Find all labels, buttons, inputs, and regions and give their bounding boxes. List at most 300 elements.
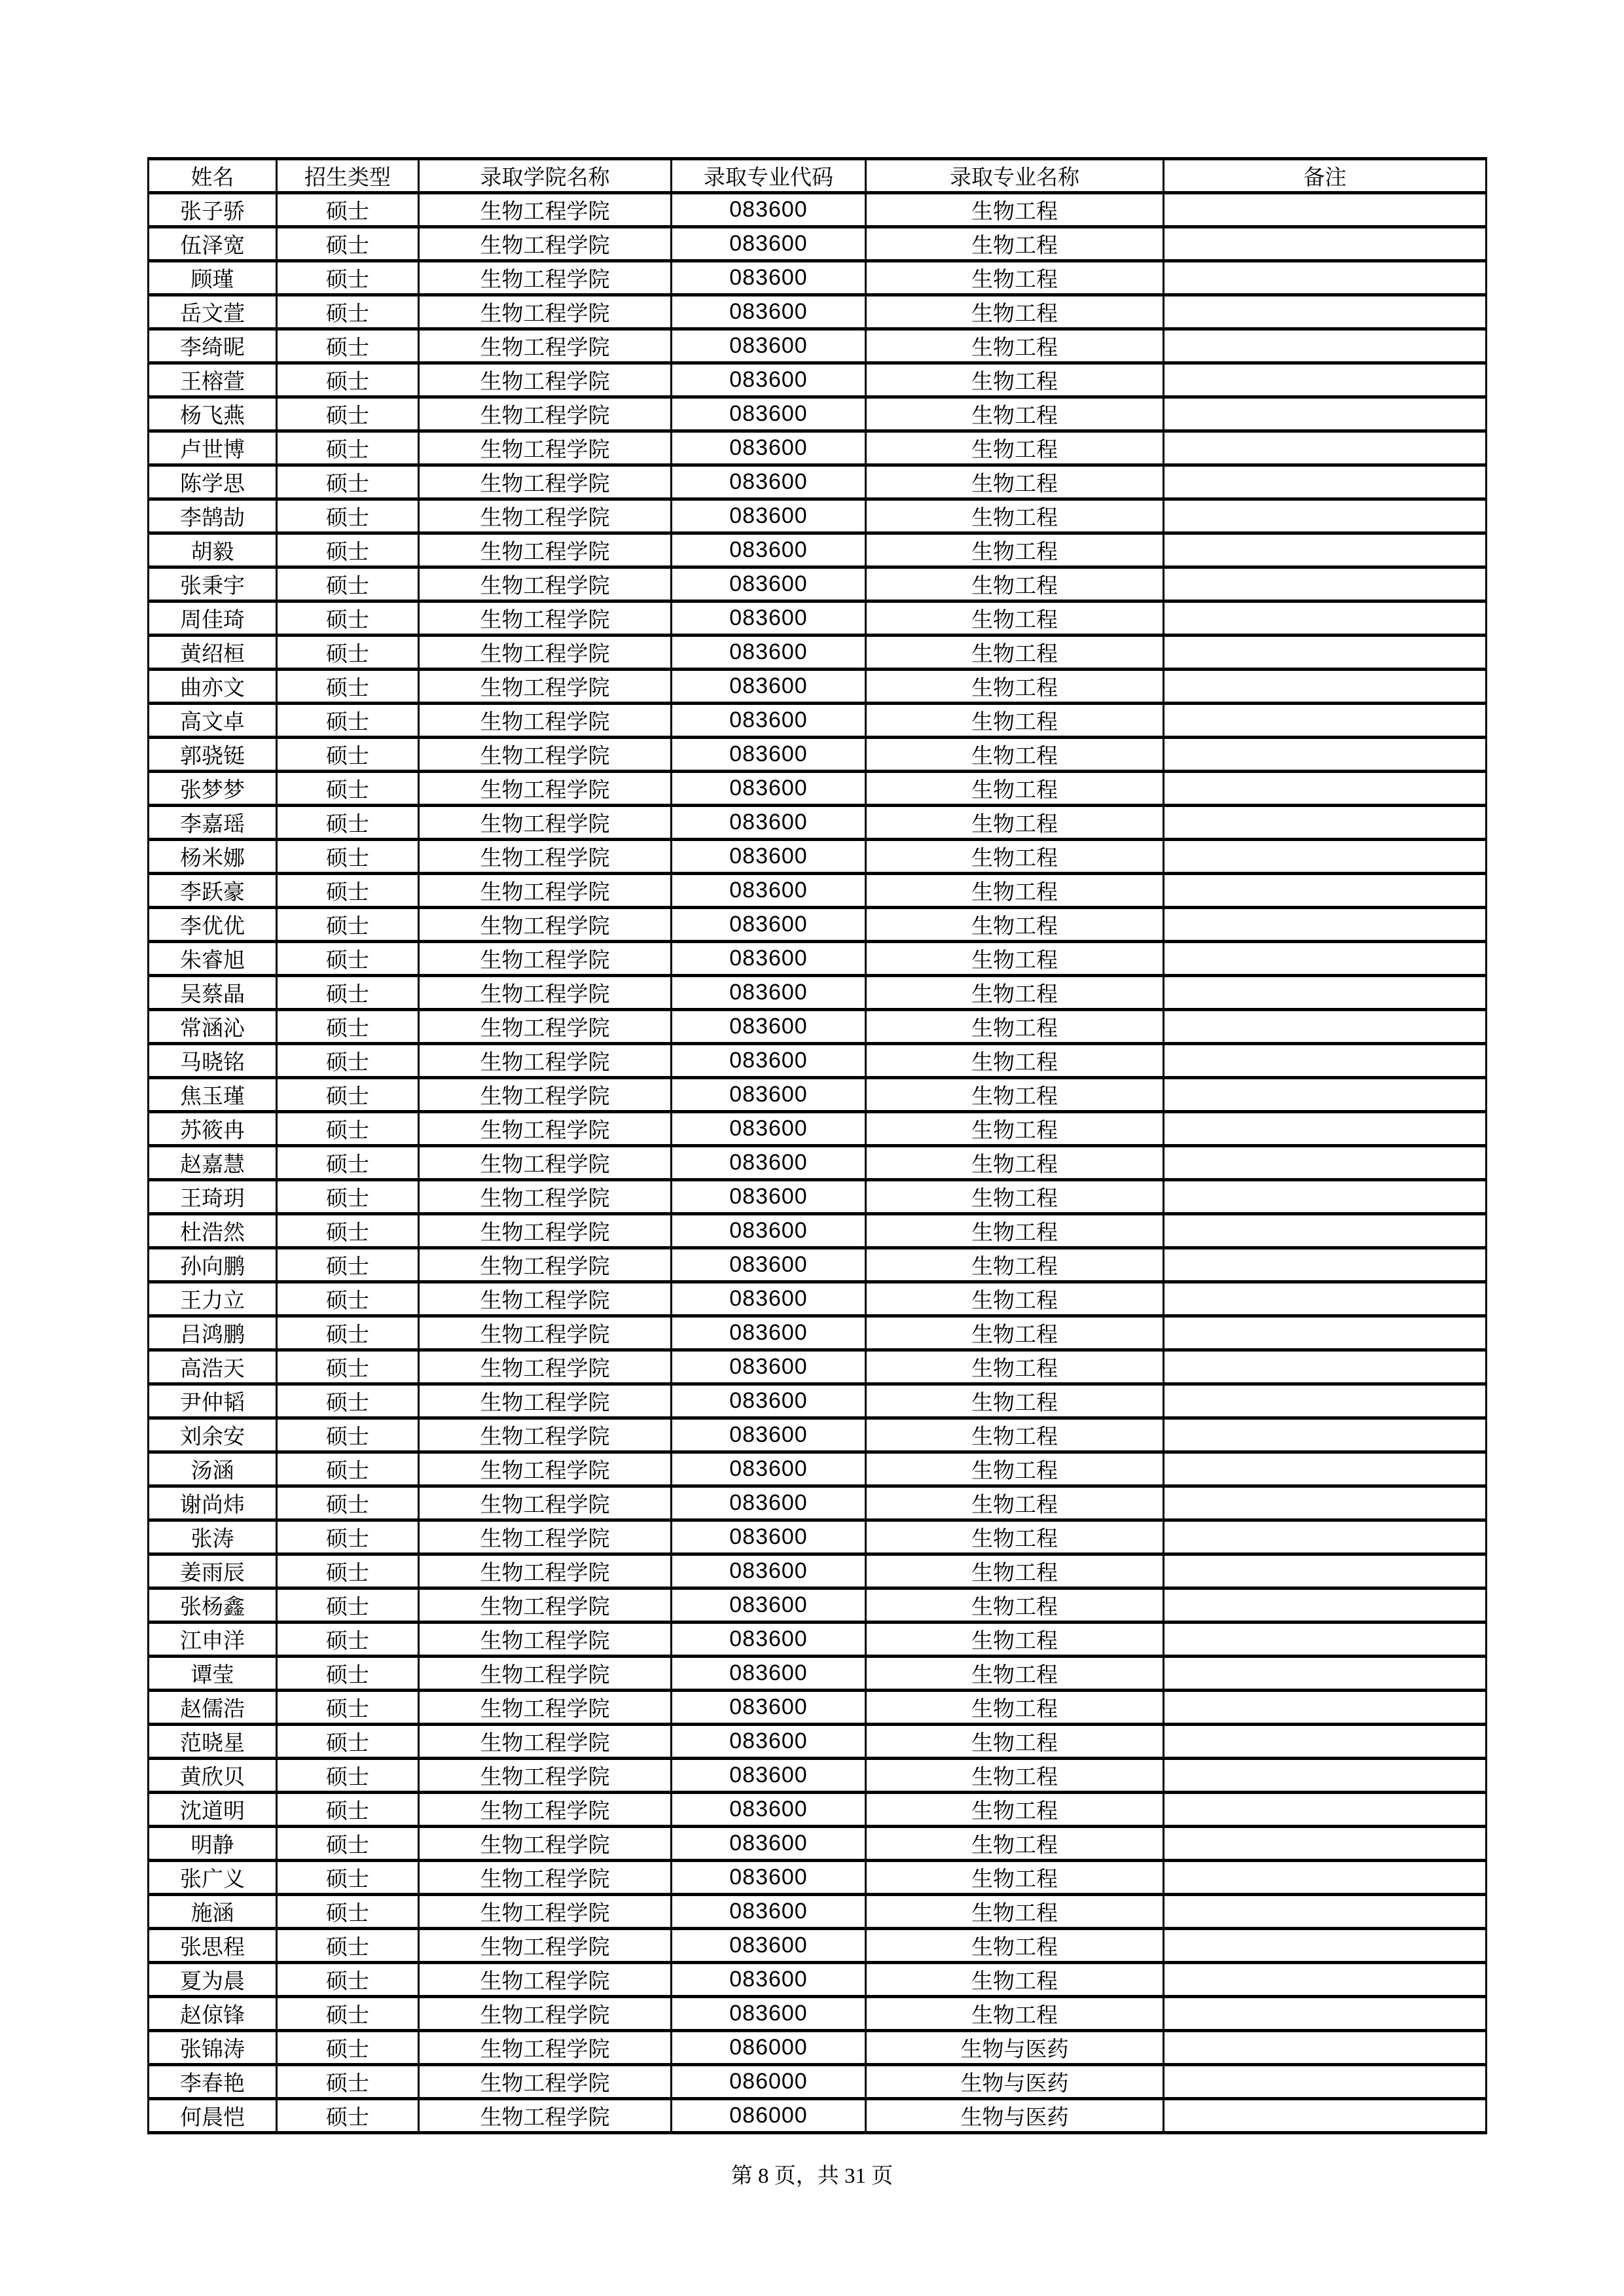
table-row xyxy=(149,329,1487,363)
table-row xyxy=(149,1180,1487,1214)
cell-major-code: 083600 xyxy=(672,806,866,840)
cell-remark xyxy=(1164,1793,1487,1827)
table-row xyxy=(149,670,1487,704)
cell-remark xyxy=(1164,1725,1487,1759)
cell-admission-type: 硕士 xyxy=(277,227,419,261)
cell-major-code: 086000 xyxy=(672,2065,866,2099)
cell-major-code: 083600 xyxy=(672,840,866,874)
cell-name: 高文卓 xyxy=(149,704,277,738)
cell-college: 生物工程学院 xyxy=(419,431,672,465)
cell-major-code: 083600 xyxy=(672,1248,866,1282)
cell-admission-type: 硕士 xyxy=(277,1691,419,1725)
cell-college: 生物工程学院 xyxy=(419,1963,672,1997)
cell-major-name: 生物工程 xyxy=(866,465,1164,499)
cell-major-name: 生物工程 xyxy=(866,1793,1164,1827)
table-header-row xyxy=(149,159,1487,193)
cell-college: 生物工程学院 xyxy=(419,1588,672,1623)
cell-major-code: 083600 xyxy=(672,1316,866,1350)
cell-admission-type: 硕士 xyxy=(277,1793,419,1827)
cell-major-code: 083600 xyxy=(672,772,866,806)
cell-name: 张梦梦 xyxy=(149,772,277,806)
cell-admission-type: 硕士 xyxy=(277,1452,419,1486)
cell-major-code: 083600 xyxy=(672,1554,866,1588)
table-row xyxy=(149,1997,1487,2031)
cell-admission-type: 硕士 xyxy=(277,1725,419,1759)
cell-remark xyxy=(1164,772,1487,806)
cell-college: 生物工程学院 xyxy=(419,1827,672,1861)
table-row xyxy=(149,567,1487,601)
cell-name: 孙向鹏 xyxy=(149,1248,277,1282)
cell-name: 李优优 xyxy=(149,908,277,942)
cell-college: 生物工程学院 xyxy=(419,2031,672,2065)
cell-admission-type: 硕士 xyxy=(277,1146,419,1180)
cell-major-name: 生物工程 xyxy=(866,1623,1164,1657)
cell-remark xyxy=(1164,1384,1487,1418)
cell-major-code: 083600 xyxy=(672,1793,866,1827)
table-row xyxy=(149,363,1487,397)
table-body xyxy=(149,193,1487,2133)
cell-major-name: 生物工程 xyxy=(866,1895,1164,1929)
cell-remark xyxy=(1164,363,1487,397)
cell-remark xyxy=(1164,976,1487,1010)
cell-name: 施涵 xyxy=(149,1895,277,1929)
cell-remark xyxy=(1164,1657,1487,1691)
cell-name: 高浩天 xyxy=(149,1350,277,1384)
table-row xyxy=(149,431,1487,465)
cell-name: 卢世博 xyxy=(149,431,277,465)
cell-major-code: 083600 xyxy=(672,1486,866,1520)
table-row xyxy=(149,1793,1487,1827)
cell-name: 张思程 xyxy=(149,1929,277,1963)
cell-college: 生物工程学院 xyxy=(419,261,672,295)
cell-major-code: 083600 xyxy=(672,1895,866,1929)
cell-major-name: 生物工程 xyxy=(866,1929,1164,1963)
cell-name: 杜浩然 xyxy=(149,1214,277,1248)
cell-name: 陈学思 xyxy=(149,465,277,499)
cell-college: 生物工程学院 xyxy=(419,1520,672,1554)
table-row xyxy=(149,1282,1487,1316)
cell-major-code: 083600 xyxy=(672,1657,866,1691)
cell-college: 生物工程学院 xyxy=(419,1078,672,1112)
cell-major-name: 生物工程 xyxy=(866,1963,1164,1997)
cell-major-code: 083600 xyxy=(672,397,866,431)
cell-remark xyxy=(1164,601,1487,636)
cell-name: 江申洋 xyxy=(149,1623,277,1657)
cell-college: 生物工程学院 xyxy=(419,636,672,670)
cell-major-code: 083600 xyxy=(672,1452,866,1486)
cell-college: 生物工程学院 xyxy=(419,1759,672,1793)
cell-major-code: 083600 xyxy=(672,942,866,976)
cell-remark xyxy=(1164,1623,1487,1657)
cell-admission-type: 硕士 xyxy=(277,1861,419,1895)
cell-remark xyxy=(1164,431,1487,465)
table-row xyxy=(149,840,1487,874)
header-major-name: 录取专业名称 xyxy=(866,159,1164,193)
cell-major-name: 生物工程 xyxy=(866,874,1164,908)
cell-college: 生物工程学院 xyxy=(419,1112,672,1146)
cell-college: 生物工程学院 xyxy=(419,1997,672,2031)
cell-major-name: 生物工程 xyxy=(866,227,1164,261)
cell-admission-type: 硕士 xyxy=(277,670,419,704)
cell-name: 周佳琦 xyxy=(149,601,277,636)
cell-name: 尹仲韬 xyxy=(149,1384,277,1418)
cell-remark xyxy=(1164,704,1487,738)
header-name: 姓名 xyxy=(149,159,277,193)
table-row xyxy=(149,908,1487,942)
cell-admission-type: 硕士 xyxy=(277,1963,419,1997)
cell-major-name: 生物工程 xyxy=(866,1384,1164,1418)
cell-remark xyxy=(1164,1895,1487,1929)
cell-remark xyxy=(1164,1588,1487,1623)
cell-major-code: 083600 xyxy=(672,227,866,261)
cell-college: 生物工程学院 xyxy=(419,1861,672,1895)
cell-major-name: 生物工程 xyxy=(866,567,1164,601)
cell-admission-type: 硕士 xyxy=(277,636,419,670)
cell-major-code: 083600 xyxy=(672,1725,866,1759)
table-row xyxy=(149,1929,1487,1963)
cell-major-code: 086000 xyxy=(672,2031,866,2065)
table-row xyxy=(149,1759,1487,1793)
cell-college: 生物工程学院 xyxy=(419,1146,672,1180)
table-row xyxy=(149,2065,1487,2099)
cell-admission-type: 硕士 xyxy=(277,1044,419,1078)
cell-major-code: 083600 xyxy=(672,1861,866,1895)
cell-name: 夏为晨 xyxy=(149,1963,277,1997)
cell-admission-type: 硕士 xyxy=(277,1418,419,1452)
cell-admission-type: 硕士 xyxy=(277,1554,419,1588)
cell-name: 张涛 xyxy=(149,1520,277,1554)
cell-name: 李春艳 xyxy=(149,2065,277,2099)
cell-remark xyxy=(1164,1520,1487,1554)
cell-remark xyxy=(1164,1486,1487,1520)
cell-college: 生物工程学院 xyxy=(419,908,672,942)
cell-admission-type: 硕士 xyxy=(277,329,419,363)
cell-name: 谢尚炜 xyxy=(149,1486,277,1520)
table-row xyxy=(149,772,1487,806)
cell-major-name: 生物工程 xyxy=(866,1725,1164,1759)
cell-remark xyxy=(1164,227,1487,261)
header-major-code: 录取专业代码 xyxy=(672,159,866,193)
cell-major-code: 083600 xyxy=(672,1691,866,1725)
cell-admission-type: 硕士 xyxy=(277,397,419,431)
table-row xyxy=(149,2099,1487,2133)
cell-major-name: 生物工程 xyxy=(866,329,1164,363)
cell-admission-type: 硕士 xyxy=(277,1010,419,1044)
admission-table xyxy=(147,157,1487,2134)
cell-college: 生物工程学院 xyxy=(419,1657,672,1691)
table-row xyxy=(149,1316,1487,1350)
cell-college: 生物工程学院 xyxy=(419,942,672,976)
table-row xyxy=(149,636,1487,670)
cell-name: 张子骄 xyxy=(149,193,277,227)
table-row xyxy=(149,533,1487,567)
cell-remark xyxy=(1164,2099,1487,2133)
cell-college: 生物工程学院 xyxy=(419,1452,672,1486)
cell-name: 沈道明 xyxy=(149,1793,277,1827)
table-row xyxy=(149,1657,1487,1691)
cell-college: 生物工程学院 xyxy=(419,1214,672,1248)
cell-major-code: 083600 xyxy=(672,193,866,227)
cell-major-name: 生物工程 xyxy=(866,1997,1164,2031)
cell-major-name: 生物工程 xyxy=(866,1078,1164,1112)
cell-admission-type: 硕士 xyxy=(277,1078,419,1112)
cell-name: 顾瑾 xyxy=(149,261,277,295)
cell-major-code: 083600 xyxy=(672,295,866,329)
cell-remark xyxy=(1164,567,1487,601)
cell-name: 杨飞燕 xyxy=(149,397,277,431)
cell-name: 范晓星 xyxy=(149,1725,277,1759)
cell-remark xyxy=(1164,874,1487,908)
cell-name: 王琦玥 xyxy=(149,1180,277,1214)
cell-admission-type: 硕士 xyxy=(277,499,419,533)
cell-remark xyxy=(1164,806,1487,840)
cell-admission-type: 硕士 xyxy=(277,1623,419,1657)
table-row xyxy=(149,1146,1487,1180)
cell-major-name: 生物与医药 xyxy=(866,2065,1164,2099)
cell-major-name: 生物工程 xyxy=(866,1214,1164,1248)
table-row xyxy=(149,806,1487,840)
header-admission-type: 招生类型 xyxy=(277,159,419,193)
cell-major-name: 生物工程 xyxy=(866,295,1164,329)
cell-college: 生物工程学院 xyxy=(419,499,672,533)
cell-name: 胡毅 xyxy=(149,533,277,567)
cell-major-code: 083600 xyxy=(672,1623,866,1657)
cell-remark xyxy=(1164,1248,1487,1282)
cell-remark xyxy=(1164,840,1487,874)
cell-name: 焦玉瑾 xyxy=(149,1078,277,1112)
cell-college: 生物工程学院 xyxy=(419,670,672,704)
cell-major-name: 生物工程 xyxy=(866,1248,1164,1282)
cell-major-name: 生物工程 xyxy=(866,772,1164,806)
cell-admission-type: 硕士 xyxy=(277,363,419,397)
cell-major-code: 083600 xyxy=(672,1997,866,2031)
cell-admission-type: 硕士 xyxy=(277,2031,419,2065)
cell-major-code: 083600 xyxy=(672,601,866,636)
cell-major-name: 生物工程 xyxy=(866,1486,1164,1520)
cell-college: 生物工程学院 xyxy=(419,1725,672,1759)
cell-major-code: 083600 xyxy=(672,1214,866,1248)
cell-college: 生物工程学院 xyxy=(419,1623,672,1657)
cell-major-name: 生物工程 xyxy=(866,1112,1164,1146)
cell-remark xyxy=(1164,1691,1487,1725)
cell-remark xyxy=(1164,1044,1487,1078)
cell-admission-type: 硕士 xyxy=(277,1588,419,1623)
cell-college: 生物工程学院 xyxy=(419,1929,672,1963)
cell-college: 生物工程学院 xyxy=(419,1044,672,1078)
table-row xyxy=(149,942,1487,976)
cell-major-code: 083600 xyxy=(672,465,866,499)
cell-major-name: 生物工程 xyxy=(866,397,1164,431)
cell-college: 生物工程学院 xyxy=(419,738,672,772)
cell-admission-type: 硕士 xyxy=(277,1384,419,1418)
cell-admission-type: 硕士 xyxy=(277,1997,419,2031)
table-row xyxy=(149,295,1487,329)
cell-major-code: 083600 xyxy=(672,636,866,670)
cell-remark xyxy=(1164,1078,1487,1112)
cell-name: 姜雨辰 xyxy=(149,1554,277,1588)
cell-major-name: 生物与医药 xyxy=(866,2031,1164,2065)
cell-major-code: 083600 xyxy=(672,1963,866,1997)
cell-major-code: 083600 xyxy=(672,329,866,363)
cell-remark xyxy=(1164,1759,1487,1793)
cell-major-name: 生物工程 xyxy=(866,261,1164,295)
table-row xyxy=(149,1078,1487,1112)
cell-remark xyxy=(1164,1963,1487,1997)
cell-admission-type: 硕士 xyxy=(277,1180,419,1214)
cell-remark xyxy=(1164,1350,1487,1384)
cell-college: 生物工程学院 xyxy=(419,1180,672,1214)
cell-name: 张锦涛 xyxy=(149,2031,277,2065)
cell-name: 马晓铭 xyxy=(149,1044,277,1078)
cell-major-name: 生物工程 xyxy=(866,976,1164,1010)
cell-name: 李绮昵 xyxy=(149,329,277,363)
table-row xyxy=(149,2031,1487,2065)
page-footer: 第 8 页，共 31 页 xyxy=(731,2164,893,2188)
cell-college: 生物工程学院 xyxy=(419,1010,672,1044)
cell-remark xyxy=(1164,193,1487,227)
cell-major-name: 生物工程 xyxy=(866,499,1164,533)
cell-admission-type: 硕士 xyxy=(277,1486,419,1520)
cell-major-code: 083600 xyxy=(672,1112,866,1146)
cell-college: 生物工程学院 xyxy=(419,874,672,908)
cell-remark xyxy=(1164,261,1487,295)
cell-remark xyxy=(1164,738,1487,772)
cell-admission-type: 硕士 xyxy=(277,976,419,1010)
cell-major-code: 083600 xyxy=(672,1078,866,1112)
cell-name: 李跃豪 xyxy=(149,874,277,908)
cell-major-name: 生物工程 xyxy=(866,908,1164,942)
cell-major-name: 生物工程 xyxy=(866,1588,1164,1623)
cell-remark xyxy=(1164,1861,1487,1895)
cell-major-name: 生物工程 xyxy=(866,1316,1164,1350)
cell-major-code: 083600 xyxy=(672,704,866,738)
table-row xyxy=(149,704,1487,738)
cell-college: 生物工程学院 xyxy=(419,1282,672,1316)
cell-major-name: 生物工程 xyxy=(866,1146,1164,1180)
cell-admission-type: 硕士 xyxy=(277,840,419,874)
cell-admission-type: 硕士 xyxy=(277,533,419,567)
table-row xyxy=(149,1588,1487,1623)
cell-admission-type: 硕士 xyxy=(277,874,419,908)
cell-major-code: 083600 xyxy=(672,1010,866,1044)
cell-college: 生物工程学院 xyxy=(419,1316,672,1350)
cell-major-name: 生物与医药 xyxy=(866,2099,1164,2133)
cell-major-name: 生物工程 xyxy=(866,533,1164,567)
cell-admission-type: 硕士 xyxy=(277,261,419,295)
cell-major-code: 083600 xyxy=(672,1350,866,1384)
cell-remark xyxy=(1164,295,1487,329)
cell-major-name: 生物工程 xyxy=(866,1657,1164,1691)
cell-admission-type: 硕士 xyxy=(277,601,419,636)
table-row xyxy=(149,1623,1487,1657)
cell-admission-type: 硕士 xyxy=(277,806,419,840)
cell-remark xyxy=(1164,1452,1487,1486)
cell-remark xyxy=(1164,397,1487,431)
cell-admission-type: 硕士 xyxy=(277,738,419,772)
cell-name: 吕鸿鹏 xyxy=(149,1316,277,1350)
cell-name: 何晨恺 xyxy=(149,2099,277,2133)
cell-major-name: 生物工程 xyxy=(866,1827,1164,1861)
cell-major-name: 生物工程 xyxy=(866,670,1164,704)
table-row xyxy=(149,465,1487,499)
cell-name: 郭骁铤 xyxy=(149,738,277,772)
cell-remark xyxy=(1164,670,1487,704)
cell-college: 生物工程学院 xyxy=(419,295,672,329)
cell-major-code: 083600 xyxy=(672,1044,866,1078)
cell-major-name: 生物工程 xyxy=(866,1759,1164,1793)
cell-name: 谭莹 xyxy=(149,1657,277,1691)
table-row xyxy=(149,1350,1487,1384)
cell-admission-type: 硕士 xyxy=(277,1248,419,1282)
cell-admission-type: 硕士 xyxy=(277,1282,419,1316)
cell-major-code: 083600 xyxy=(672,976,866,1010)
cell-name: 杨米娜 xyxy=(149,840,277,874)
cell-college: 生物工程学院 xyxy=(419,1418,672,1452)
cell-major-code: 083600 xyxy=(672,738,866,772)
table-row xyxy=(149,1486,1487,1520)
cell-major-name: 生物工程 xyxy=(866,1180,1164,1214)
cell-name: 李嘉瑶 xyxy=(149,806,277,840)
cell-major-name: 生物工程 xyxy=(866,1452,1164,1486)
table-row xyxy=(149,1861,1487,1895)
table-row xyxy=(149,1384,1487,1418)
cell-major-code: 083600 xyxy=(672,908,866,942)
cell-major-name: 生物工程 xyxy=(866,806,1164,840)
cell-admission-type: 硕士 xyxy=(277,2065,419,2099)
cell-name: 朱睿旭 xyxy=(149,942,277,976)
cell-admission-type: 硕士 xyxy=(277,1214,419,1248)
cell-major-name: 生物工程 xyxy=(866,1010,1164,1044)
table-row xyxy=(149,874,1487,908)
cell-college: 生物工程学院 xyxy=(419,976,672,1010)
table-row xyxy=(149,1112,1487,1146)
cell-major-code: 083600 xyxy=(672,261,866,295)
cell-name: 吴蔡晶 xyxy=(149,976,277,1010)
cell-admission-type: 硕士 xyxy=(277,295,419,329)
cell-remark xyxy=(1164,1214,1487,1248)
cell-college: 生物工程学院 xyxy=(419,363,672,397)
cell-college: 生物工程学院 xyxy=(419,567,672,601)
cell-remark xyxy=(1164,2031,1487,2065)
cell-major-code: 083600 xyxy=(672,670,866,704)
cell-college: 生物工程学院 xyxy=(419,329,672,363)
cell-remark xyxy=(1164,636,1487,670)
cell-admission-type: 硕士 xyxy=(277,772,419,806)
table-row xyxy=(149,601,1487,636)
cell-admission-type: 硕士 xyxy=(277,431,419,465)
cell-major-name: 生物工程 xyxy=(866,1861,1164,1895)
table-row xyxy=(149,1418,1487,1452)
cell-admission-type: 硕士 xyxy=(277,1316,419,1350)
admission-table-wrap xyxy=(147,157,1485,2134)
cell-admission-type: 硕士 xyxy=(277,2099,419,2133)
cell-college: 生物工程学院 xyxy=(419,772,672,806)
cell-admission-type: 硕士 xyxy=(277,1520,419,1554)
cell-college: 生物工程学院 xyxy=(419,2099,672,2133)
table-row xyxy=(149,1520,1487,1554)
cell-major-code: 083600 xyxy=(672,1588,866,1623)
table-row xyxy=(149,499,1487,533)
cell-major-name: 生物工程 xyxy=(866,1418,1164,1452)
cell-major-code: 083600 xyxy=(672,567,866,601)
table-row xyxy=(149,193,1487,227)
cell-college: 生物工程学院 xyxy=(419,227,672,261)
table-row xyxy=(149,1827,1487,1861)
cell-remark xyxy=(1164,329,1487,363)
cell-name: 曲亦文 xyxy=(149,670,277,704)
header-remark: 备注 xyxy=(1164,159,1487,193)
cell-name: 刘余安 xyxy=(149,1418,277,1452)
